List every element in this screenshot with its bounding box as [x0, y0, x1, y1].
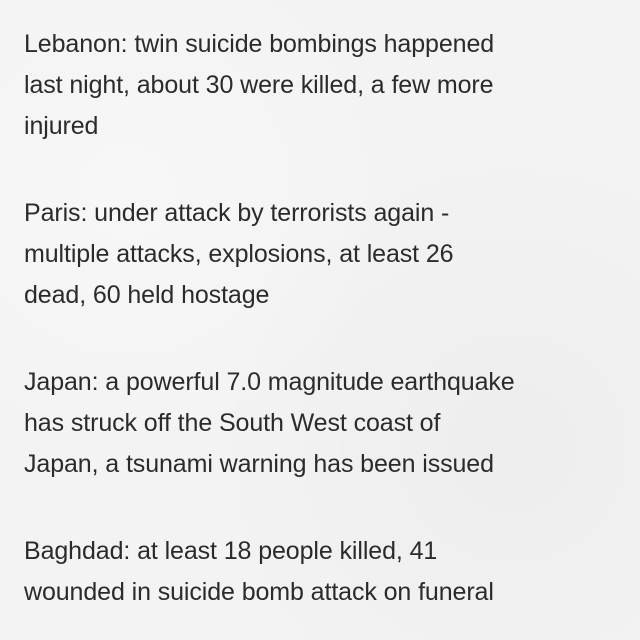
news-entry-japan: Japan: a powerful 7.0 magnitude earthquake has struck off the South West coast of Japan, a tsunami warning has been issued — [24, 368, 515, 478]
news-entry-paris: Paris: under attack by terrorists again - multiple attacks, explosions, at least 26 dead, 60 held hostage — [24, 199, 454, 309]
news-entry-baghdad: Baghdad: at least 18 people killed, 41 wounded in suicide bomb attack on funeral — [24, 537, 494, 606]
news-entry-lebanon: Lebanon: twin suicide bombings happened last night, about 30 were killed, a few more injured — [24, 30, 495, 140]
